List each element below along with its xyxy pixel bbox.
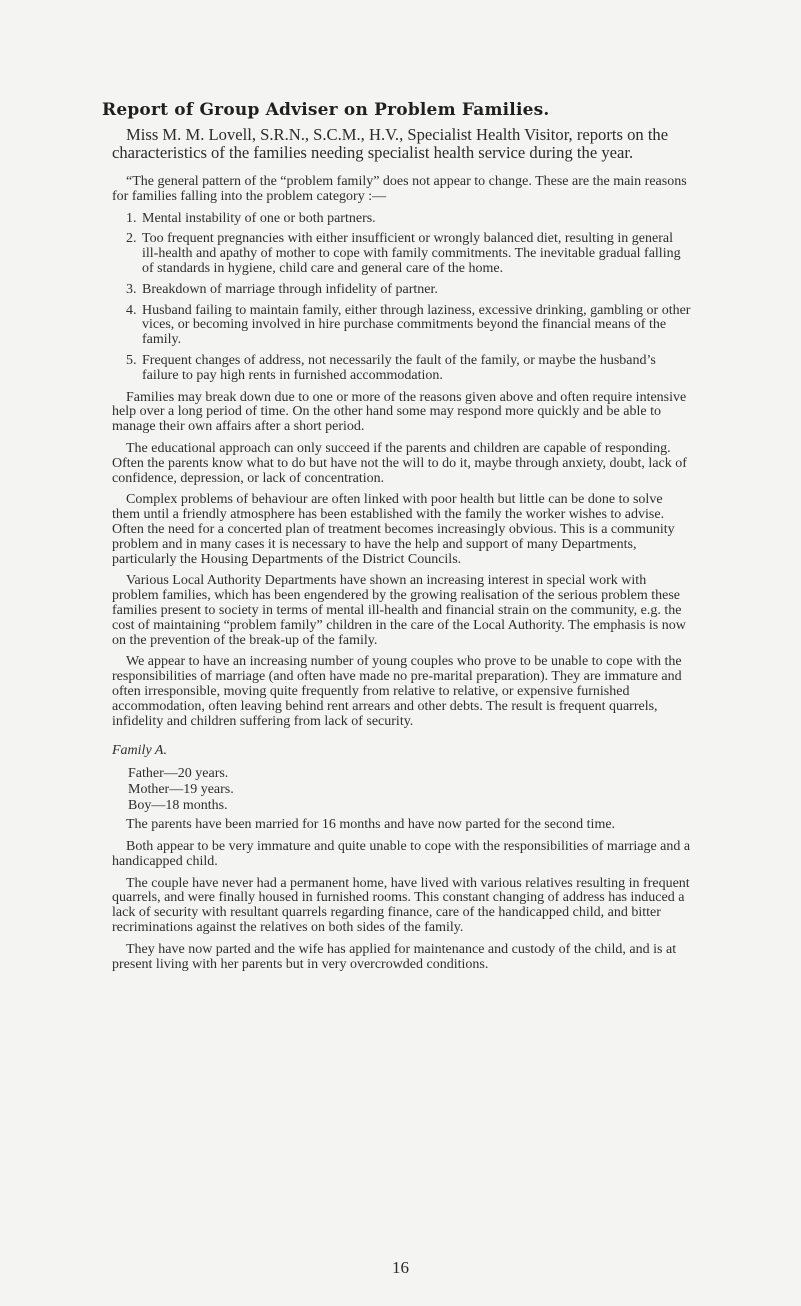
report-page xyxy=(102,100,692,979)
family-heading: Family A. xyxy=(112,743,167,759)
reason-item: 1. Mental instability of one or both partners. xyxy=(126,210,376,226)
reasons-list xyxy=(112,212,692,384)
reason-item: 4. Husband failing to maintain family, either through laziness, excessive drinking, gambling or other vices, or becoming involved in hire purchase commitments beyond the financial means of the family. xyxy=(126,302,691,348)
family-paragraph: The couple have never had a permanent home, have lived with various relatives resulting in frequent quarrels, and were finally housed in furnished rooms. This constant changing of address has induced a lack of security with resultant quarrels regarding finance, care of the handicapped child, and bitter recriminations against the relatives on both sides of the family. xyxy=(112,875,690,936)
family-paragraph: Both appear to be very immature and quite unable to cope with the responsibilities of marriage and a handicapped child. xyxy=(112,839,691,869)
reason-item: 2. Too frequent pregnancies with either insufficient or wrongly balanced diet, resulting in general ill-health and apathy of mother to cope with family commitments. The inevitable gradual falling of standards in hygiene, child care and general care of the home. xyxy=(126,231,681,276)
family-members xyxy=(128,766,692,814)
family-paragraph: They have now parted and the wife has applied for maintenance and custody of the child, and is at present living with her parents but in very overcrowded conditions. xyxy=(112,941,677,972)
pattern-paragraph: “The general pattern of the “problem family” does not appear to change. These are the main reasons for families falling into the problem category :— xyxy=(112,174,687,204)
body-paragraph: Complex problems of behaviour are often linked with poor health but little can be done to solve them until a friendly atmosphere has been established with the family the worker wishes to advise. Often the need for a concerted plan of treatment becomes increasingly obvious. This is a community problem and in many cases it is necessary to have the help and support of many Departments, particularly the Housing Departments of the District Councils. xyxy=(112,492,675,567)
intro-paragraph: Miss M. M. Lovell, S.R.N., S.C.M., H.V., Specialist Health Visitor, reports on the characteristics of the families needing specialist health service during the year. xyxy=(112,125,669,162)
body-paragraph: We appear to have an increasing number of young couples who prove to be unable to cope with the responsibilities of marriage (and often have made no pre-marital preparation). They are immature and often irresponsible, moving quite frequently from relative to relative, or expensive furnished accommodation, often leaving behind rent arrears and other debts. The result is frequent quarrels, infidelity and children suffering from lack of security. xyxy=(112,654,682,729)
page-number: 16 xyxy=(392,1258,409,1277)
body-paragraph: Families may break down due to one or more of the reasons given above and often require intensive help over a long period of time. On the other hand some may respond more quickly and be able to manage their own affairs after a short period. xyxy=(112,389,687,435)
reason-item: 5. Frequent changes of address, not necessarily the fault of the family, or maybe the husband’s failure to pay high rents in furnished accommodation. xyxy=(126,352,656,383)
body-paragraph: The educational approach can only succeed if the parents and children are capable of responding. Often the parents know what to do but have not the will to do it, maybe through anxiety, doubt, lack of confidence, depression, or lack of concentration. xyxy=(112,440,687,486)
family-paragraph: The parents have been married for 16 months and have now parted for the second time. xyxy=(126,817,616,833)
family-member: Mother—19 years. xyxy=(128,782,234,798)
body-paragraph: Various Local Authority Departments have shown an increasing interest in special work with problem families, which has been engendered by the growing realisation of the serious problem these families present to society in terms of mental ill-health and financial strain on the community, e.g. the cost of maintaining “problem family” children in the care of the Local Authority. The emphasis is now on the prevention of the break-up of the family. xyxy=(112,573,686,648)
reason-item: 3. Breakdown of marriage through infidelity of partner. xyxy=(126,281,438,297)
family-member: Boy—18 months. xyxy=(128,798,228,814)
report-title: Report of Group Adviser on Problem Families. xyxy=(102,100,550,120)
family-member: Father—20 years. xyxy=(128,766,229,782)
